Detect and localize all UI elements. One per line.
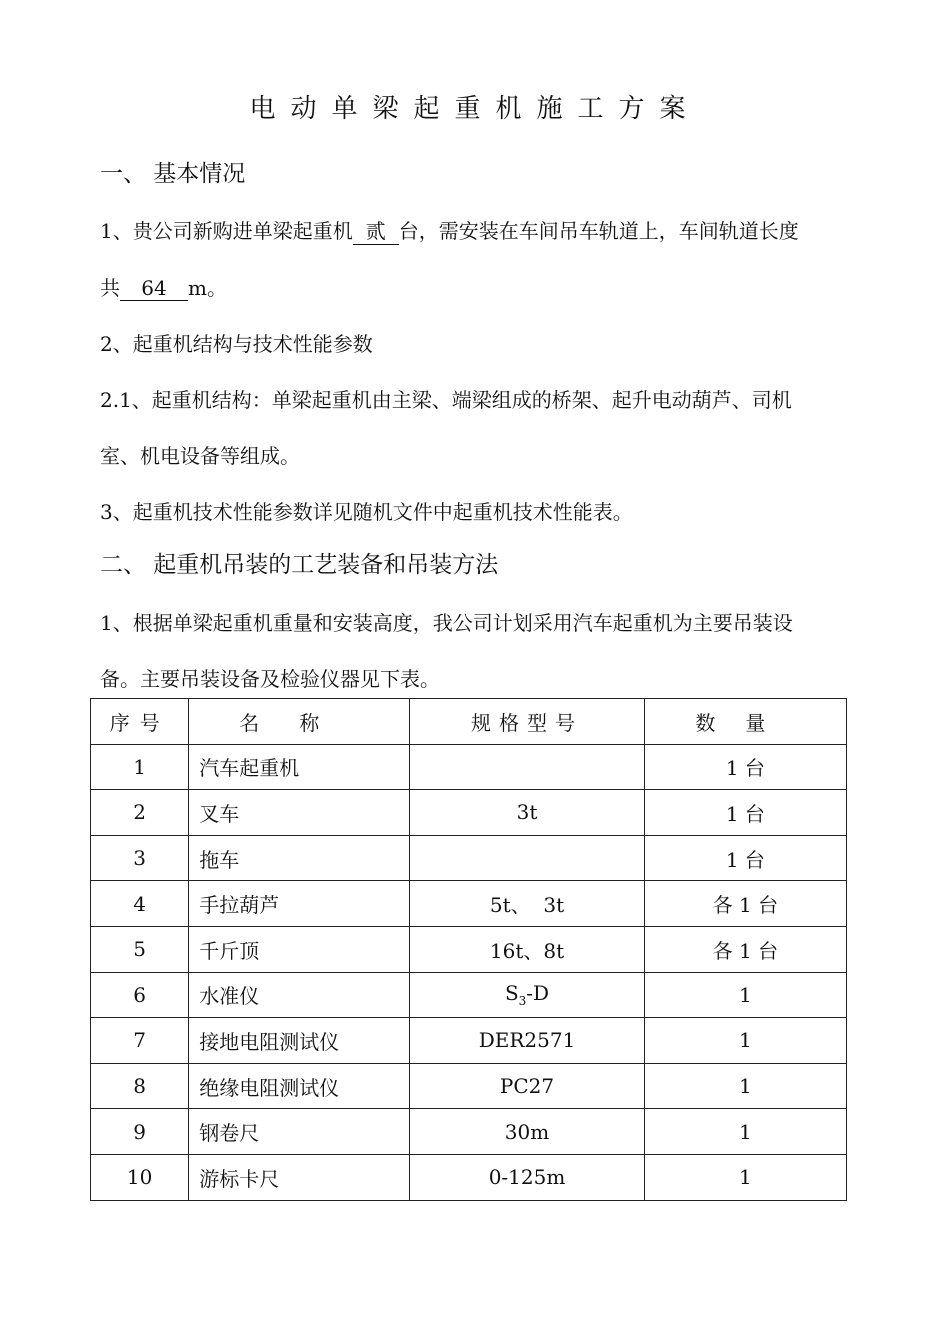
cell-qty: 各 1 台 (644, 926, 846, 972)
table-row (91, 1063, 847, 1109)
header-no: 序号 (91, 699, 189, 745)
cell-name: 绝缘电阻测试仪 (189, 1063, 410, 1109)
cell-name: 钢卷尺 (189, 1109, 410, 1155)
paragraph-1-line-2 (100, 272, 860, 301)
cell-no: 8 (91, 1063, 189, 1109)
cell-qty: 各 1 台 (644, 881, 846, 927)
count-blank: 贰 (353, 215, 399, 245)
document-title: 电动单梁起重机施工方案 (249, 94, 701, 124)
cell-spec: 16t、8t (410, 926, 645, 972)
cell-name: 手拉葫芦 (189, 881, 410, 927)
cell-qty: 1 台 (644, 790, 846, 836)
table-header-row (91, 699, 847, 745)
paragraph-text: 1、贵公司新购进单梁起重机 (100, 219, 353, 243)
cell-no: 5 (91, 926, 189, 972)
cell-no: 9 (91, 1109, 189, 1155)
cell-qty: 1 (644, 1109, 846, 1155)
table-row (91, 972, 847, 1018)
cell-spec: 5t、 3t (410, 881, 645, 927)
cell-spec: 0-125m (410, 1154, 645, 1200)
cell-qty: 1 (644, 1018, 846, 1064)
paragraph-text: 共 (100, 276, 120, 300)
table-row (91, 790, 847, 836)
header-spec: 规格型号 (410, 699, 645, 745)
cell-name: 汽车起重机 (189, 744, 410, 790)
cell-qty: 1 台 (644, 744, 846, 790)
cell-no: 4 (91, 881, 189, 927)
paragraph-5-line-1: 1、根据单梁起重机重量和安装高度，我公司计划采用汽车起重机为主要吊装设 (100, 611, 793, 635)
cell-name: 千斤顶 (189, 926, 410, 972)
header-qty: 数量 (644, 699, 846, 745)
paragraph-2: 2、起重机结构与技术性能参数 (100, 332, 373, 356)
cell-qty: 1 (644, 972, 846, 1018)
cell-no: 2 (91, 790, 189, 836)
paragraph-4: 3、起重机技术性能参数详见随机文件中起重机技术性能表。 (100, 500, 633, 524)
cell-spec: 3t (410, 790, 645, 836)
section-heading-basic: 一、 基本情况 (100, 161, 246, 187)
cell-no: 10 (91, 1154, 189, 1200)
cell-name: 水准仪 (189, 972, 410, 1018)
paragraph-text: 台，需安装在车间吊车轨道上，车间轨道长度 (398, 219, 799, 243)
cell-spec: PC27 (410, 1063, 645, 1109)
cell-no: 3 (91, 835, 189, 881)
paragraph-5-line-2: 备。主要吊装设备及检验仪器见下表。 (100, 667, 440, 691)
paragraph-text: m。 (188, 276, 227, 300)
cell-name: 叉车 (189, 790, 410, 836)
table-row (91, 744, 847, 790)
spec-subscript: 3 (518, 994, 527, 1009)
cell-spec (410, 835, 645, 881)
spec-main: S (504, 981, 519, 1006)
cell-qty: 1 (644, 1154, 846, 1200)
table-row (91, 1154, 847, 1200)
table-row (91, 881, 847, 927)
cell-qty: 1 台 (644, 835, 846, 881)
table-row (91, 926, 847, 972)
cell-no: 1 (91, 744, 189, 790)
cell-name: 游标卡尺 (189, 1154, 410, 1200)
cell-no: 7 (91, 1018, 189, 1064)
section-heading-lifting: 二、 起重机吊装的工艺装备和吊装方法 (100, 552, 499, 578)
cell-no: 6 (91, 972, 189, 1018)
table-row (91, 1018, 847, 1064)
table-row (91, 835, 847, 881)
table-row (91, 1109, 847, 1155)
equipment-table (90, 698, 847, 1201)
spec-tail: -D (526, 981, 550, 1006)
cell-name: 接地电阻测试仪 (189, 1018, 410, 1064)
cell-spec (410, 972, 645, 1018)
cell-spec: 30m (410, 1109, 645, 1155)
paragraph-3-line-2: 室、机电设备等组成。 (100, 444, 300, 468)
cell-qty: 1 (644, 1063, 846, 1109)
paragraph-1-line-1 (100, 215, 860, 245)
paragraph-3-line-1: 2.1、起重机结构：单梁起重机由主梁、端梁组成的桥架、起升电动葫芦、司机 (100, 388, 792, 412)
length-blank: 64 (120, 276, 188, 301)
cell-name: 拖车 (189, 835, 410, 881)
cell-spec (410, 744, 645, 790)
cell-spec: DER2571 (410, 1018, 645, 1064)
header-name: 名称 (189, 699, 410, 745)
